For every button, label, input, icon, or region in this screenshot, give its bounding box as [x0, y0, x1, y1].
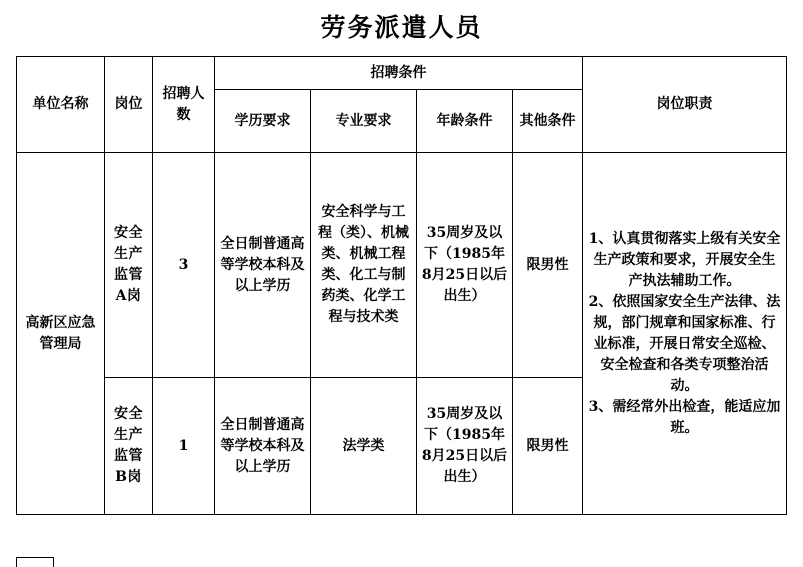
header-count: 招聘人数 — [153, 57, 215, 153]
header-education: 学历要求 — [215, 90, 311, 153]
document-page — [0, 8, 803, 567]
cell-post-a: 安全生产监管A岗 — [105, 153, 153, 378]
cell-count-a: 3 — [153, 153, 215, 378]
cell-post-b: 安全生产监管B岗 — [105, 378, 153, 515]
cell-education-a: 全日制普通高等学校本科及以上学历 — [215, 153, 311, 378]
cell-unit-name: 高新区应急管理局 — [17, 153, 105, 515]
header-other: 其他条件 — [513, 90, 583, 153]
header-major: 专业要求 — [311, 90, 417, 153]
recruitment-table — [16, 56, 787, 515]
cell-age-a: 35周岁及以下（1985年8月25日以后出生） — [417, 153, 513, 378]
cell-count-b: 1 — [153, 378, 215, 515]
duty-item-1: 1、认真贯彻落实上级有关安全生产政策和要求，开展安全生产执法辅助工作。 — [588, 230, 781, 289]
cell-education-b: 全日制普通高等学校本科及以上学历 — [215, 378, 311, 515]
cell-other-b: 限男性 — [513, 378, 583, 515]
duty-item-2: 2、依照国家安全生产法律、法规，部门规章和国家标准、行业标准，开展日常安全巡检、安全检查和各类专项整治活动。 — [588, 293, 781, 394]
duty-item-3: 3、需经常外出检查，能适应加班。 — [588, 398, 781, 436]
table-header-row-1 — [17, 57, 787, 90]
cell-major-a: 安全科学与工程（类）、机械类、机械工程类、化工与制药类、化学工程与技术类 — [311, 153, 417, 378]
header-duty: 岗位职责 — [583, 57, 787, 153]
cell-other-a: 限男性 — [513, 153, 583, 378]
cell-age-b: 35周岁及以下（1985年8月25日以后出生） — [417, 378, 513, 515]
page-title: 劳务派遣人员 — [320, 13, 483, 42]
header-age: 年龄条件 — [417, 90, 513, 153]
cell-duty — [583, 153, 787, 515]
header-unit-name: 单位名称 — [17, 57, 105, 153]
header-post: 岗位 — [105, 57, 153, 153]
table-row — [17, 153, 787, 378]
header-conditions-group: 招聘条件 — [215, 57, 583, 90]
cell-major-b: 法学类 — [311, 378, 417, 515]
